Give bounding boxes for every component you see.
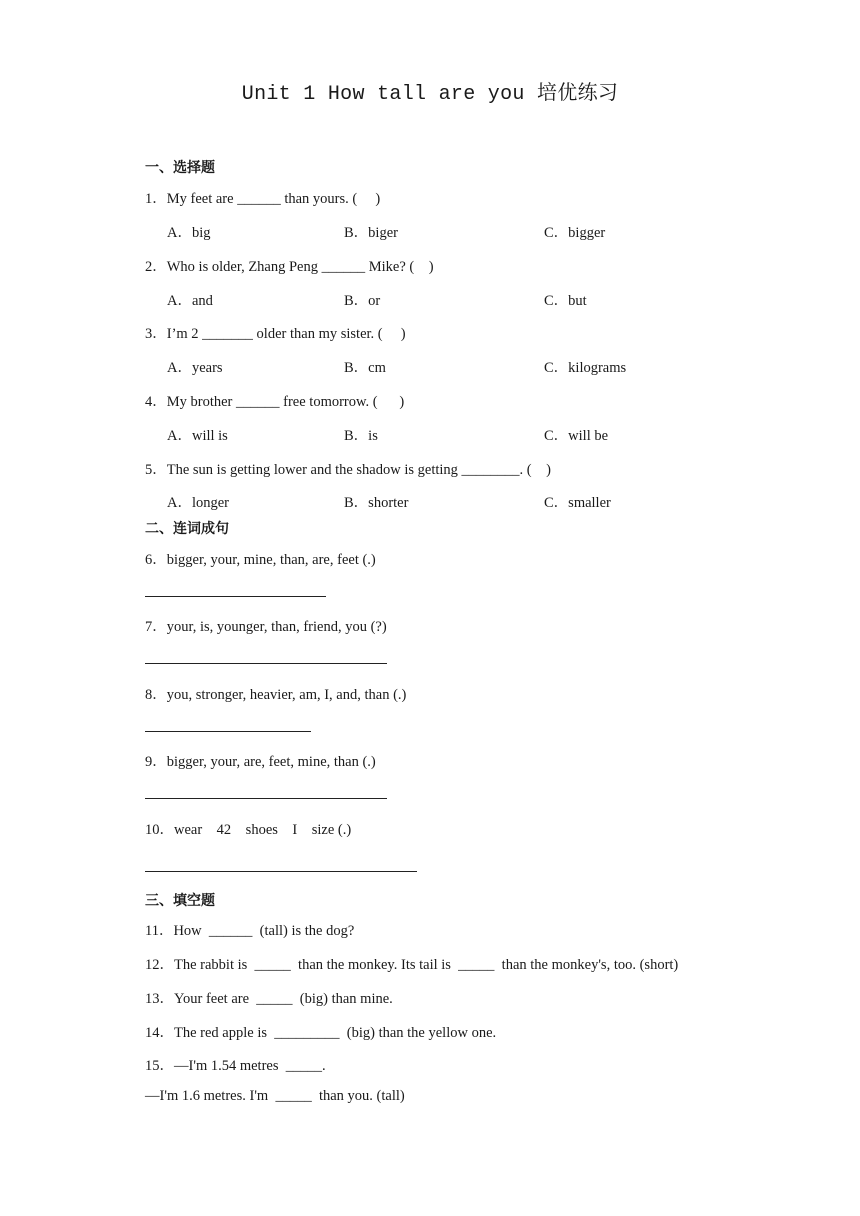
question-4: 4．My brother ______ free tomorrow. ( ) — [145, 394, 405, 410]
q1-option-b: B．biger — [344, 225, 398, 241]
question-2: 2．Who is older, Zhang Peng ______ Mike? ( ) — [145, 259, 434, 275]
question-6: 6．bigger, your, mine, than, are, feet (.) — [145, 552, 376, 568]
q3-option-c: C．kilograms — [544, 360, 627, 376]
answer-line-6 — [145, 596, 326, 597]
q5-option-a: A．longer — [167, 495, 230, 511]
answer-line-9 — [145, 798, 387, 799]
q1-option-a: A．big — [167, 225, 211, 241]
question-1: 1．My feet are ______ than yours. ( ) — [145, 191, 381, 207]
q2-option-a: A．and — [167, 293, 213, 309]
q3-option-b: B．cm — [344, 360, 386, 376]
question-12: 12．The rabbit is _____ than the monkey. Its tail is _____ than the monkey's, too. (short) — [145, 957, 679, 973]
answer-line-10 — [145, 871, 417, 872]
question-8: 8．you, stronger, heavier, am, I, and, than (.) — [145, 687, 407, 703]
question-14: 14．The red apple is _________ (big) than the yellow one. — [145, 1025, 497, 1041]
question-3: 3．I’m 2 _______ older than my sister. ( ) — [145, 326, 406, 342]
question-13: 13．Your feet are _____ (big) than mine. — [145, 991, 393, 1007]
q5-option-c: C．smaller — [544, 495, 611, 511]
q5-option-b: B．shorter — [344, 495, 409, 511]
q4-option-b: B．is — [344, 428, 378, 444]
q4-option-a: A．will is — [167, 428, 228, 444]
question-11: 11．How ______ (tall) is the dog? — [145, 923, 355, 939]
page-title: Unit 1 How tall are you 培优练习 — [241, 83, 619, 106]
question-7: 7．your, is, younger, than, friend, you (?) — [145, 619, 387, 635]
answer-line-8 — [145, 731, 311, 732]
q2-option-c: C．but — [544, 293, 587, 309]
section-heading-choice: 一、选择题 — [145, 160, 215, 176]
question-10: 10．wear 42 shoes I size (.) — [145, 822, 352, 838]
question-15: 15．—I'm 1.54 metres _____. — [145, 1058, 326, 1074]
q4-option-c: C．will be — [544, 428, 609, 444]
question-15-reply: —I'm 1.6 metres. I'm _____ than you. (tall) — [145, 1088, 405, 1104]
q2-option-b: B．or — [344, 293, 381, 309]
q1-option-c: C．bigger — [544, 225, 606, 241]
question-9: 9．bigger, your, are, feet, mine, than (.) — [145, 754, 376, 770]
answer-line-7 — [145, 663, 387, 664]
question-5: 5．The sun is getting lower and the shadow is getting ________. ( ) — [145, 462, 551, 478]
section-heading-fill-blank: 三、填空题 — [145, 893, 215, 909]
q3-option-a: A．years — [167, 360, 223, 376]
section-heading-word-order: 二、连词成句 — [145, 521, 229, 537]
